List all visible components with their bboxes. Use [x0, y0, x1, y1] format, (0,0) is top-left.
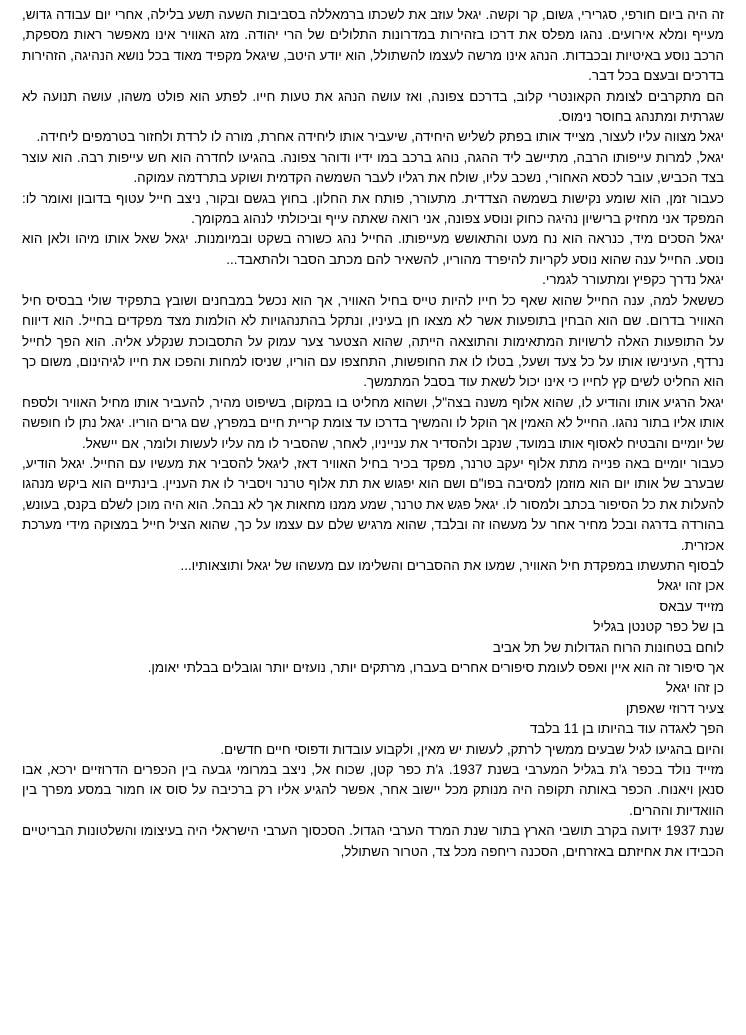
poem-line: כן זהו יגאל: [665, 680, 724, 696]
paragraph: כששאל למה, ענה החייל שהוא שאף כל חייו להיות טייס בחיל האוויר, אך הוא נכשל במבחנים ושובץ בתפקיד שולי בבסיס חיל האוויר בדרום. שם הוא הבחין בתופעות אשר לא מצאו חן בעיניו, ונתקל בהתנהגויות לא הולמות מצד מפקדים בחייל. הוא דיווח על התופעות האלה לרשויות המתאימות והתוצאה הייתה, שהוא הצטער צער עמוק על התסבוכת שנקלע אליה. הוא הפך לחייל נרדף, העינישו אותו על כל צעד ושעל, בטלו לו את החופשות, התחצפו עם הוריו, שניסו למחות והפכו את חייו לגיהינום, משום כך הוא החליט לשים קץ לחייו כי אינו יכול לשאת עוד בסבל המתמשך.: [22, 292, 724, 390]
poem-line: צעיר דרוזי שאפתן: [625, 700, 724, 716]
paragraph: יגאל נדרך כקפיץ ומתעורר לגמרי.: [542, 272, 724, 288]
poem-line: לוחם בטחונות הרוח הגדולות של תל אביב: [492, 639, 724, 655]
paragraph: הם מתקרבים לצומת הקאונטרי קלוב, בדרכם צפונה, ואז עושה הנהג את טעות חייו. לפתע הוא פולט משהו, עושה תנועה לא שגרתית ומתנהג בחוסר נימוס.: [22, 88, 724, 125]
poem-line: אכן זהו יגאל: [657, 578, 724, 594]
paragraph: יגאל הסכים מיד, כנראה הוא נח מעט והתאושש מעייפותו. החייל נהג כשורה בשקט ובמיומנות. יגאל שאל אותו מיהו ולאן הוא נוסע. החייל ענה שהוא נוסע לקריות להיפרד מהוריו, להשאיר להם מכתב הסבר ולהתאבד...: [22, 231, 724, 267]
paragraph: כעבור זמן, הוא שומע נקישות בשמשה הצדדית. מתעורר, פותח את החלון. בחוץ בגשם ובקור, ניצב חייל עטוף בדובון ואומר לו: המפקד אני מחזיק ברישיון נהיגה כחוק ונוסע צפונה, אני רואה שאתה עייף וביכולתי לנהוג במקומך.: [22, 190, 724, 227]
paragraph: והיום בהגיעו לגיל שבעים ממשיך לרתק, לעשות יש מאין, ולקבוע עובדות ודפוסי חיים חדשים.: [220, 741, 724, 757]
paragraph: יגאל מצווה עליו לעצור, מצייד אותו בפתק לשליש היחידה, שיעביר אותו ליחידה אחרת, מורה לו לרדת ולחזור בטרמפים ליחידה.: [36, 129, 724, 145]
paragraph: יגאל, למרות עייפותו הרבה, מתיישב ליד ההגה, נוהג ברכב במו ידיו ודוהר צפונה. בהגיעו לחדרה הוא חש עייפות רבה. הוא עוצר בצד הכביש, עובר לכסא האחורי, נשכב עליו, שולח את רגליו לעבר השמשה הקדמית ושוקע בתרדמה עמוקה.: [22, 149, 724, 186]
poem-line: מזייד עבאס: [659, 598, 724, 614]
paragraph: יגאל הרגיע אותו והודיע לו, שהוא אלוף משנה בצה"ל, ושהוא מחליט בו במקום, בשיפוט מהיר, להעביר אותו מחיל האוויר ולספח אותו אליו בתור נהגו. החייל לא האמין אך הוקל לו והמשיך בדרכו עד צומת קריית חיים במפרץ, שם גרים הוריו. יגאל נתן לו חופשה של יומיים והבטיח לאסוף אותו במועד, שנקב ולהסדיר את ענייניו, לאחר, שהסביר לו מה עליו לעשות ולומר, אם יישאל.: [22, 394, 724, 451]
paragraph: שנת 1937 ידועה בקרב תושבי הארץ בתור שנת המרד הערבי הגדול. הסכסוך הערבי הישראלי היה בעיצומו והשלטונות הבריטיים הכבידו את אחיזתם באזרחים, הסכנה ריחפה מכל צד, הטרור השתולל,: [22, 823, 724, 859]
paragraph: אך סיפור זה הוא איין ואפס לעומת סיפורים אחרים בעברו, מרתקים יותר, נועזים יותר וגובלים בבלתי יאומן.: [147, 660, 724, 675]
paragraph: כעבור יומיים באה פנייה מתת אלוף יעקב טרנר, מפקד בכיר בחיל האוויר דאז, ליגאל להסביר את מעשיו עם החייל. יגאל הודיע, שבערב של אותו יום הוא מוזמן למסיבה בפו"ם ושם הוא יפגוש את תת אלוף טרנר ויסביר לו את העניין. בינתיים הוא ביקש מנהגו להעלות את כל הסיפור בכתב ולמסור לו. יגאל פגש את טרנר, שמע ממנו מחאות אך לא נבהל. הוא היה מוכן לשלם בקנס, בעונש, בהורדה בדרגה ובכל מחיר אחר על מעשהו זה ובלבד, שהוא מרגיש שלם עם עצמו על כך, שהוא הציל חייל במצוקה מידי מערכת אכזרית.: [22, 455, 724, 553]
poem-line: הפך לאגדה עוד בהיותו בן 11 בלבד: [529, 721, 724, 737]
paragraph: זה היה ביום חורפי, סגרירי, גשום, קר וקשה. יגאל עוזב את לשכתו ברמאללה בסביבות השעה תשע בלילה, אחרי יום עבודה גדוש, מעייף ומלא אירועים. נהגו מפלס את דרכו בזהירות במדרונות התלולים של הרי יהודה. מזג האוויר אינו מאפשר ראות מספקת, הרכב נוסע באיטיות ובכבדות. הנהג אינו מרשה לעצמו להשתולל, הוא יודע היטב, שיגאל מקפיד מאוד בכל נושא הנהיגה, הזהירות בדרכים ובעצם בכל דבר.: [22, 7, 724, 84]
poem-line: בן של כפר קטנטן בגליל: [593, 619, 724, 635]
paragraph: מזייד נולד בכפר ג'ת בגליל המערבי בשנת 1937. ג'ת כפר קטן, שכוח אל, ניצב במרומי גבעה בין הכפרים הדרוזיים ירכא, אבו סנאן ויאנוח. הכפר באותה תקופה היה מנותק מכל יישוב אחר, אפשר להגיע אליו רק ברכיבה על סוס או חמור במסע מפרך בין הוואדיות וההרים.: [22, 762, 724, 818]
paragraph: לבסוף התעשתו במפקדת חיל האוויר, שמעו את ההסברים והשלימו עם מעשהו של יגאל ותוצאותיו...: [180, 557, 724, 573]
